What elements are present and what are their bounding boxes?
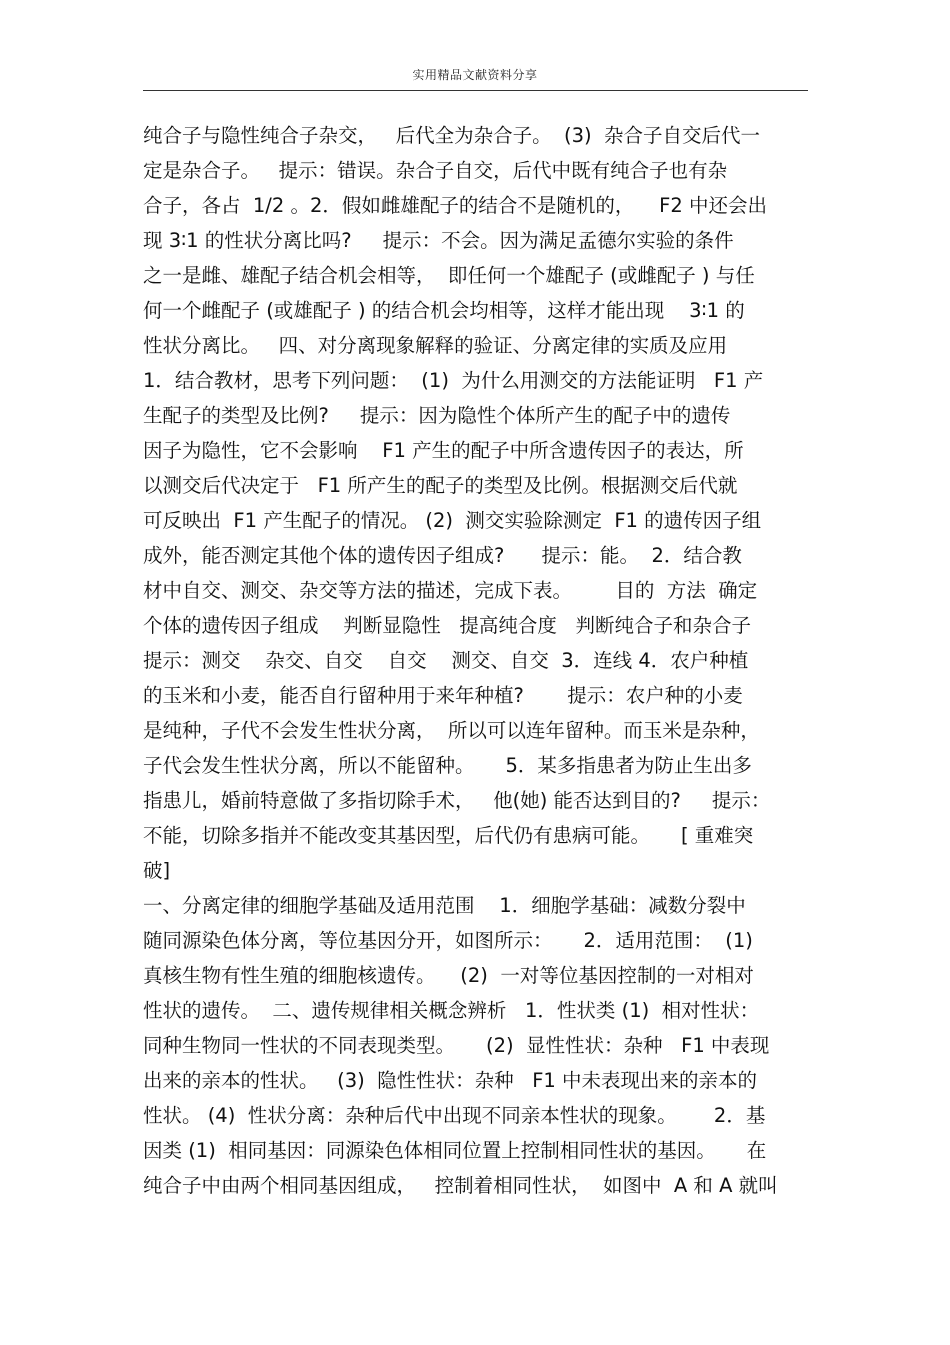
text-line: 指患儿，婚前特意做了多指切除手术， 他(她) 能否达到目的? 提示： bbox=[143, 789, 771, 812]
text-line: 不能，切除多指并不能改变其基因型，后代仍有患病可能。 [ 重难突 bbox=[143, 824, 754, 847]
text-line: 生配子的类型及比例? 提示：因为隐性个体所产生的配子中的遗传 bbox=[143, 404, 731, 427]
text-line: 个体的遗传因子组成 判断显隐性 提高纯合度 判断纯合子和杂合子 bbox=[143, 614, 751, 637]
text-line: 子代会发生性状分离，所以不能留种。 5．某多指患者为防止生出多 bbox=[143, 754, 752, 777]
text-line: 是纯种，子代不会发生性状分离， 所以可以连年留种。而玉米是杂种， bbox=[143, 719, 760, 742]
text-line: 之一是雌、雄配子结合机会相等， 即任何一个雄配子 (或雌配子 ) 与任 bbox=[143, 264, 755, 287]
header-divider bbox=[143, 90, 808, 91]
page-header: 实用精品文献资料分享 bbox=[412, 68, 538, 82]
text-line: 现 3∶1 的性状分离比吗? 提示：不会。因为满足孟德尔实验的条件 bbox=[143, 229, 734, 252]
text-line: 一、分离定律的细胞学基础及适用范围 1．细胞学基础：减数分裂中 bbox=[143, 894, 746, 917]
text-line: 何一个雌配子 (或雄配子 ) 的结合机会均相等，这样才能出现 3∶1 的 bbox=[143, 299, 745, 322]
text-line: 因子为隐性，它不会影响 F1 产生的配子中所含遗传因子的表达，所 bbox=[143, 439, 744, 462]
text-line: 性状分离比。 四、对分离现象解释的验证、分离定律的实质及应用 bbox=[143, 334, 728, 357]
text-line: 性状的遗传。 二、遗传规律相关概念辨析 1．性状类 (1) 相对性状： bbox=[143, 999, 760, 1022]
text-line: 同种生物同一性状的不同表现类型。 (2) 显性性状：杂种 F1 中表现 bbox=[143, 1034, 770, 1057]
text-line: 合子，各占 1/2 。2．假如雌雄配子的结合不是随机的， F2 中还会出 bbox=[143, 194, 768, 217]
text-line: 性状。 (4) 性状分离：杂种后代中出现不同亲本性状的现象。 2．基 bbox=[143, 1104, 766, 1127]
text-line: 以测交后代决定于 F1 所产生的配子的类型及比例。根据测交后代就 bbox=[143, 474, 738, 497]
text-line: 的玉米和小麦，能否自行留种用于来年种植? 提示：农户种的小麦 bbox=[143, 684, 743, 707]
text-line: 1．结合教材，思考下列问题： (1) 为什么用测交的方法能证明 F1 产 bbox=[143, 369, 764, 392]
text-line: 纯合子与隐性纯合子杂交， 后代全为杂合子。 (3) 杂合子自交后代一 bbox=[143, 124, 761, 147]
text-line: 可反映出 F1 产生配子的情况。 (2) 测交实验除测定 F1 的遗传因子组 bbox=[143, 509, 762, 532]
text-line: 出来的亲本的性状。 (3) 隐性性状：杂种 F1 中未表现出来的亲本的 bbox=[143, 1069, 758, 1092]
text-line: 材中自交、测交、杂交等方法的描述，完成下表。 目的 方法 确定 bbox=[143, 579, 758, 602]
text-line: 定是杂合子。 提示：错误。杂合子自交，后代中既有纯合子也有杂 bbox=[143, 159, 728, 182]
text-line: 提示：测交 杂交、自交 自交 测交、自交 3．连线 4．农户种植 bbox=[143, 649, 749, 672]
text-line: 真核生物有性生殖的细胞核遗传。 (2) 一对等位基因控制的一对相对 bbox=[143, 964, 754, 987]
text-line: 破] bbox=[143, 859, 171, 882]
text-line: 纯合子中由两个相同基因组成， 控制着相同性状， 如图中 A 和 A 就叫 bbox=[143, 1174, 778, 1197]
document-body bbox=[143, 118, 808, 1203]
text-line: 成外，能否测定其他个体的遗传因子组成? 提示：能。 2．结合教 bbox=[143, 544, 742, 567]
text-line: 随同源染色体分离，等位基因分开，如图所示： 2．适用范围： (1) bbox=[143, 929, 753, 952]
text-line: 因类 (1) 相同基因：同源染色体相同位置上控制相同性状的基因。 在 bbox=[143, 1139, 767, 1162]
